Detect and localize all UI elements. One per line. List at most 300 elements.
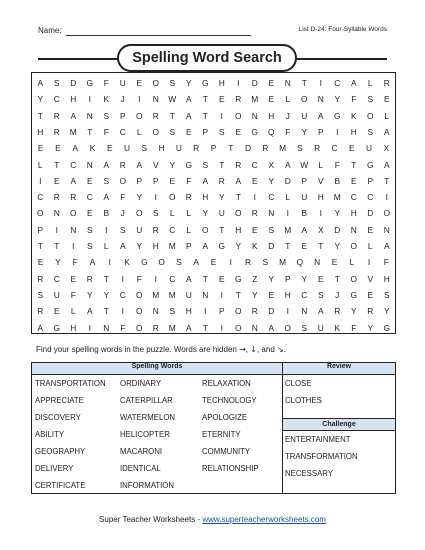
grid-letter: U xyxy=(136,224,143,235)
grid-letter: C xyxy=(70,159,77,170)
word-item: APOLOGIZE xyxy=(202,413,248,422)
word-tables xyxy=(31,362,396,494)
grid-letter: S xyxy=(202,159,209,170)
grid-letter: I xyxy=(55,224,58,235)
grid-letter: E xyxy=(268,94,275,105)
grid-letter: H xyxy=(317,192,324,203)
grid-letter: B xyxy=(301,208,308,219)
grid-letter: Y xyxy=(367,322,374,333)
word-item: DELIVERY xyxy=(35,464,74,473)
grid-letter: G xyxy=(251,126,258,137)
grid-letter: O xyxy=(300,94,308,105)
grid-letter: S xyxy=(301,322,308,333)
grid-letter: F xyxy=(383,257,389,268)
grid-letter: A xyxy=(301,224,308,235)
word-item: CLOTHES xyxy=(285,396,322,405)
grid-letter: I xyxy=(154,192,157,203)
grid-letter: E xyxy=(210,257,217,268)
grid-letter: I xyxy=(105,224,108,235)
grid-letter: A xyxy=(37,78,44,88)
word-item: CATERPILLAR xyxy=(120,396,173,405)
grid-letter: I xyxy=(336,126,339,137)
grid-letter: S xyxy=(262,257,269,268)
grid-letter: R xyxy=(86,273,93,284)
grid-letter: P xyxy=(202,126,209,137)
grid-letter: O xyxy=(152,78,159,88)
grid-letter: D xyxy=(284,175,291,186)
grid-letter: L xyxy=(186,208,192,219)
footer-link[interactable]: www.superteacherworksheets.com xyxy=(202,515,326,524)
grid-letter: O xyxy=(234,322,242,333)
grid-letter: G xyxy=(141,257,148,268)
grid-letter: H xyxy=(70,322,77,333)
grid-letter: C xyxy=(169,273,176,284)
grid-letter: L xyxy=(103,241,109,251)
instructions-text: Find your spelling words in the puzzle. Words are hidden xyxy=(36,345,237,354)
grid-letter: H xyxy=(268,110,275,121)
grid-letter: A xyxy=(185,110,192,121)
review-heading: Review xyxy=(283,363,396,375)
grid-letter: Y xyxy=(334,208,341,219)
grid-letter: O xyxy=(350,241,357,251)
grid-letter: N xyxy=(268,208,275,219)
grid-letter: B xyxy=(334,175,341,186)
grid-letter: L xyxy=(349,257,355,268)
grid-letter: E xyxy=(185,126,192,137)
grid-letter: M xyxy=(152,289,160,300)
grid-letter: E xyxy=(317,273,324,284)
challenge-list xyxy=(283,431,395,485)
grid-letter: L xyxy=(169,208,175,219)
arrow-right-icon: → xyxy=(239,345,246,354)
grid-letter: O xyxy=(366,110,374,121)
grid-letter: S xyxy=(383,289,390,300)
grid-letter: E xyxy=(251,175,258,186)
grid-row xyxy=(32,108,395,124)
grid-letter: R xyxy=(70,192,77,203)
grid-letter: I xyxy=(319,78,322,88)
grid-letter: S xyxy=(317,289,324,300)
grid-letter: F xyxy=(285,126,291,137)
grid-letter: T xyxy=(103,306,109,317)
grid-letter: Y xyxy=(55,257,61,268)
grid-letter: K xyxy=(334,322,341,333)
word-item: TRANSFORMATION xyxy=(285,452,358,461)
grid-letter: D xyxy=(245,143,252,154)
grid-letter: W xyxy=(300,159,309,170)
grid-letter: E xyxy=(301,241,308,251)
grid-letter: H xyxy=(350,126,357,137)
grid-letter: S xyxy=(367,94,374,105)
footer xyxy=(0,515,425,524)
grid-letter: O xyxy=(135,289,143,300)
grid-letter: O xyxy=(36,208,44,219)
grid-letter: L xyxy=(367,78,373,88)
grid-letter: O xyxy=(201,224,209,235)
grid-letter: S xyxy=(218,126,225,137)
grid-letter: O xyxy=(69,208,77,219)
grid-letter: L xyxy=(37,159,43,170)
grid-letter: L xyxy=(285,192,291,203)
grid-letter: Y xyxy=(202,208,209,219)
grid-letter: A xyxy=(103,192,110,203)
grid-letter: R xyxy=(245,257,252,268)
footer-text: Super Teacher Worksheets - xyxy=(99,515,203,524)
grid-letter: R xyxy=(251,208,258,219)
grid-letter: T xyxy=(169,110,175,121)
grid-letter: E xyxy=(218,94,225,105)
grid-letter: N xyxy=(70,224,77,235)
grid-letter: F xyxy=(351,322,357,333)
grid-letter: D xyxy=(367,208,374,219)
grid-letter: A xyxy=(136,159,143,170)
grid-letter: I xyxy=(121,306,124,317)
grid-letter: M xyxy=(284,224,292,235)
grid-letter: T xyxy=(334,273,340,284)
grid-letter: G xyxy=(366,159,374,170)
grid-letter: T xyxy=(285,241,291,251)
grid-letter: R xyxy=(152,322,159,333)
grid-letter: H xyxy=(218,78,225,88)
grid-letter: D xyxy=(334,224,341,235)
grid-letter: R xyxy=(185,192,192,203)
grid-letter: C xyxy=(334,78,341,88)
grid-letter: Y xyxy=(334,241,341,251)
grid-letter: O xyxy=(383,208,390,219)
grid-letter: V xyxy=(367,273,374,284)
grid-letter: A xyxy=(268,322,275,333)
grid-letter: C xyxy=(37,192,44,203)
grid-letter: M xyxy=(279,257,287,268)
grid-letter: C xyxy=(86,192,93,203)
grid-letter: E xyxy=(367,224,374,235)
grid-row xyxy=(32,124,395,140)
word-item: NECESSARY xyxy=(285,469,333,478)
grid-letter: E xyxy=(136,78,143,88)
spelling-words-column-1 xyxy=(35,378,106,497)
grid-letter: Y xyxy=(136,241,143,251)
word-item: CLOSE xyxy=(285,379,312,388)
grid-letter: Q xyxy=(267,126,275,137)
grid-letter: Y xyxy=(268,175,275,186)
grid-letter: E xyxy=(53,306,60,317)
word-item: ENTERTAINMENT xyxy=(285,435,351,444)
grid-letter: T xyxy=(235,289,241,300)
grid-letter: H xyxy=(37,126,44,137)
grid-letter: P xyxy=(152,175,159,186)
grid-letter: K xyxy=(103,94,110,105)
grid-letter: S xyxy=(297,143,303,154)
grid-letter: I xyxy=(237,78,240,88)
grid-letter: H xyxy=(152,241,159,251)
grid-letter: J xyxy=(120,94,125,105)
grid-letter: E xyxy=(218,273,225,284)
grid-letter: O xyxy=(168,192,176,203)
grid-letter: I xyxy=(385,192,388,203)
grid-letter: T xyxy=(202,110,208,121)
grid-row xyxy=(32,303,395,319)
grid-letter: N xyxy=(383,224,390,235)
grid-letter: A xyxy=(383,159,390,170)
grid-letter: K xyxy=(251,241,258,251)
grid-letter: V xyxy=(152,159,159,170)
grid-letter: P xyxy=(37,224,44,235)
grid-letter: P xyxy=(136,175,143,186)
grid-letter: R xyxy=(152,110,159,121)
grid-letter: R xyxy=(53,110,60,121)
grid-letter: T xyxy=(37,110,43,121)
grid-letter: C xyxy=(350,192,357,203)
grid-letter: E xyxy=(367,289,374,300)
word-item: COMMUNITY xyxy=(202,447,251,456)
grid-letter: C xyxy=(53,94,60,105)
grid-letter: P xyxy=(367,175,374,186)
grid-letter: L xyxy=(136,126,142,137)
grid-letter: S xyxy=(169,126,176,137)
word-item: TRANSPORTATION xyxy=(35,379,106,388)
grid-letter: A xyxy=(70,110,77,121)
grid-letter: S xyxy=(169,306,176,317)
grid-row xyxy=(32,173,395,189)
grid-letter: U xyxy=(317,322,324,333)
grid-letter: N xyxy=(53,208,60,219)
grid-letter: A xyxy=(37,322,44,333)
grid-letter: I xyxy=(204,306,207,317)
grid-letter: N xyxy=(301,306,308,317)
grid-letter: T xyxy=(219,159,225,170)
grid-letter: A xyxy=(193,257,199,268)
grid-letter: F xyxy=(103,126,109,137)
grid-letter: O xyxy=(284,322,291,333)
word-item: CERTIFICATE xyxy=(35,481,86,490)
word-item: DISCOVERY xyxy=(35,413,81,422)
grid-letter: S xyxy=(152,208,159,219)
grid-letter: B xyxy=(103,208,110,219)
grid-letter: P xyxy=(284,273,291,284)
grid-letter: T xyxy=(219,224,225,235)
grid-letter: X xyxy=(268,159,275,170)
grid-letter: M xyxy=(168,322,176,333)
grid-letter: Y xyxy=(334,94,341,105)
grid-letter: E xyxy=(235,126,242,137)
grid-letter: S xyxy=(103,110,110,121)
list-label: List D-24: Four-Syllable Words xyxy=(298,26,387,33)
grid-letter: I xyxy=(72,241,75,251)
grid-letter: R xyxy=(235,94,242,105)
grid-letter: R xyxy=(251,306,258,317)
spelling-words-heading: Spelling Words xyxy=(32,363,283,375)
grid-letter: I xyxy=(220,289,223,300)
grid-letter: P xyxy=(119,110,126,121)
grid-letter: P xyxy=(210,143,217,154)
arrow-diagonal-icon: ↘ xyxy=(277,345,284,354)
grid-letter: R xyxy=(152,224,159,235)
grid-letter: T xyxy=(37,241,43,251)
grid-letter: L xyxy=(70,306,76,317)
word-item: RELATIONSHIP xyxy=(202,464,259,473)
review-and-challenge xyxy=(283,375,396,494)
grid-letter: N xyxy=(317,94,324,105)
grid-letter: C xyxy=(119,289,126,300)
grid-letter: E xyxy=(37,143,44,154)
grid-letter: R xyxy=(367,306,374,317)
grid-letter: U xyxy=(366,143,373,154)
grid-letter: E xyxy=(86,175,93,186)
name-label: Name: xyxy=(38,26,62,35)
grid-letter: R xyxy=(334,306,341,317)
grid-letter: K xyxy=(89,143,96,154)
grid-letter: G xyxy=(234,273,242,284)
word-item: APPRECIATE xyxy=(35,396,84,405)
grid-letter: H xyxy=(284,289,291,300)
grid-letter: U xyxy=(301,110,308,121)
spelling-words-list xyxy=(32,375,283,494)
grid-letter: H xyxy=(185,306,192,317)
grid-letter: H xyxy=(383,273,390,284)
grid-letter: I xyxy=(88,322,91,333)
grid-letter: N xyxy=(103,322,110,333)
word-item: WATERMELON xyxy=(120,413,176,422)
grid-letter: Y xyxy=(103,289,110,300)
grid-letter: S xyxy=(37,289,44,300)
grid-letter: Y xyxy=(185,78,192,88)
grid-letter: A xyxy=(119,241,126,251)
grid-letter: O xyxy=(135,306,143,317)
grid-letter: R xyxy=(193,143,200,154)
grid-letter: N xyxy=(314,257,321,268)
grid-row xyxy=(32,238,395,254)
grid-letter: N xyxy=(202,289,209,300)
grid-letter: S xyxy=(169,78,176,88)
grid-letter: G xyxy=(218,241,225,251)
grid-letter: Y xyxy=(86,289,93,300)
grid-letter: O xyxy=(135,110,143,121)
grid-letter: E xyxy=(383,94,390,105)
grid-letter: A xyxy=(185,322,192,333)
grid-letter: A xyxy=(383,126,390,137)
grid-letter: P xyxy=(317,126,324,137)
grid-letter: I xyxy=(220,322,223,333)
word-search-grid xyxy=(31,72,396,334)
grid-letter: A xyxy=(317,306,324,317)
grid-letter: H xyxy=(70,94,77,105)
grid-letter: P xyxy=(301,175,308,186)
grid-letter: N xyxy=(86,159,93,170)
grid-letter: G xyxy=(86,78,93,88)
grid-letter: A xyxy=(86,306,93,317)
grid-letter: L xyxy=(186,224,192,235)
grid-letter: G xyxy=(201,78,209,88)
grid-letter: H xyxy=(158,143,165,154)
word-item: HELICOPTER xyxy=(120,430,170,439)
word-item: MACARONI xyxy=(120,447,163,456)
grid-letter: N xyxy=(251,110,258,121)
grid-letter: R xyxy=(262,143,269,154)
grid-letter: R xyxy=(235,159,242,170)
grid-letter: T xyxy=(351,159,357,170)
grid-letter: K xyxy=(350,110,357,121)
challenge-heading: Challenge xyxy=(283,418,395,431)
grid-letter: T xyxy=(202,322,208,333)
grid-letter: X xyxy=(317,224,324,235)
name-line[interactable] xyxy=(66,35,251,36)
grid-letter: S xyxy=(86,224,93,235)
grid-letter: P xyxy=(185,241,192,251)
grid-letter: I xyxy=(286,208,289,219)
grid-letter: Y xyxy=(235,241,242,251)
grid-letter: S xyxy=(103,175,110,186)
grid-letter: T xyxy=(301,78,307,88)
grid-letter: O xyxy=(119,175,126,186)
spelling-words-column-2 xyxy=(120,378,175,497)
grid-letter: S xyxy=(268,224,275,235)
grid-letter: A xyxy=(317,110,324,121)
grid-letter: Y xyxy=(301,126,308,137)
grid-letter: C xyxy=(331,143,338,154)
grid-letter: A xyxy=(235,175,242,186)
grid-letter: C xyxy=(251,159,258,170)
grid-letter: W xyxy=(168,94,177,105)
grid-letter: A xyxy=(72,143,78,154)
grid-letter: F xyxy=(103,78,109,88)
instructions: Find your spelling words in the puzzle. Words are hidden →, ↓, and ↘. xyxy=(36,345,286,354)
grid-letter: D xyxy=(268,241,275,251)
grid-letter: F xyxy=(186,175,192,186)
grid-letter: I xyxy=(367,257,371,268)
grid-letter: G xyxy=(350,289,357,300)
grid-letter: U xyxy=(124,143,131,154)
grid-letter: L xyxy=(367,241,373,251)
grid-letter: D xyxy=(70,78,77,88)
grid-letter: F xyxy=(120,192,126,203)
grid-letter: N xyxy=(152,306,159,317)
grid-letter: C xyxy=(367,192,374,203)
grid-row xyxy=(32,205,395,221)
grid-letter: O xyxy=(234,306,242,317)
grid-letter: I xyxy=(121,273,124,284)
grid-letter: Y xyxy=(169,159,176,170)
grid-letter: E xyxy=(251,224,258,235)
grid-letter: A xyxy=(202,175,209,186)
grid-letter: V xyxy=(317,175,324,186)
grid-letter: Y xyxy=(383,306,390,317)
grid-letter: Y xyxy=(251,289,258,300)
grid-letter: R xyxy=(53,126,60,137)
grid-row xyxy=(32,222,395,238)
grid-letter: I xyxy=(138,94,141,105)
grid-letter: J xyxy=(285,110,290,121)
grid-letter: O xyxy=(234,208,242,219)
word-item: INFORMATION xyxy=(120,481,174,490)
grid-letter: I xyxy=(253,192,256,203)
grid-letter: L xyxy=(384,110,390,121)
grid-letter: O xyxy=(135,208,143,219)
grid-letter: A xyxy=(103,159,110,170)
grid-letter: M xyxy=(69,126,77,137)
grid-letter: U xyxy=(218,208,225,219)
grid-letter: T xyxy=(202,273,208,284)
grid-letter: T xyxy=(235,192,241,203)
grid-row xyxy=(32,189,395,205)
grid-letter: F xyxy=(136,273,142,284)
grid-letter: A xyxy=(185,273,192,284)
grid-letter: U xyxy=(185,289,192,300)
grid-row xyxy=(32,254,395,270)
grid-row xyxy=(32,91,395,107)
grid-letter: G xyxy=(383,322,390,333)
grid-letter: U xyxy=(119,78,126,88)
grid-letter: T xyxy=(54,159,60,170)
